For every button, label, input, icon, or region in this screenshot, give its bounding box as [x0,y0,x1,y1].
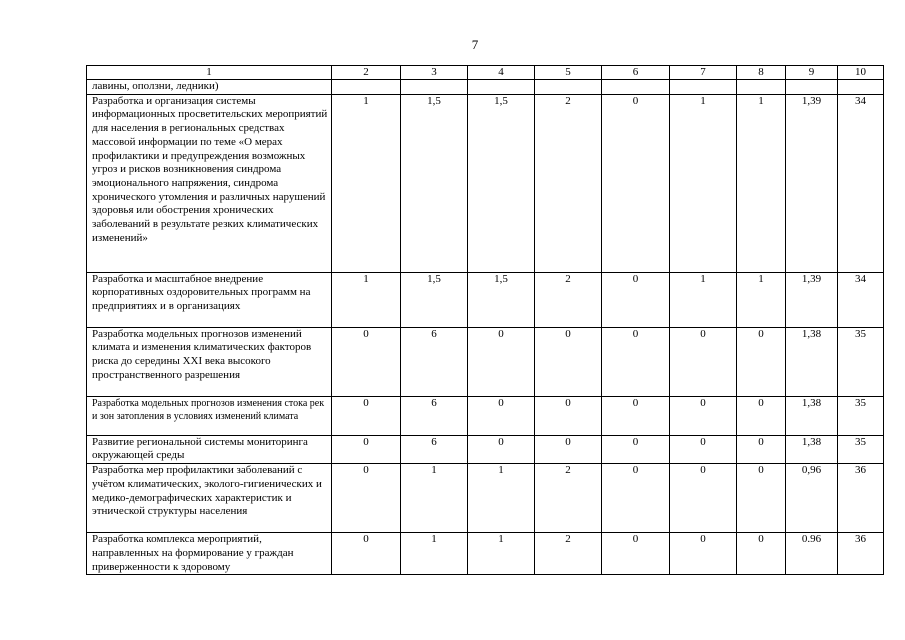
value-cell: 6 [401,327,468,396]
value-cell: 0 [737,327,786,396]
value-cell: 0 [602,94,670,272]
measure-name-cell: Разработка и организация системы информационных просветительских мероприятий для населения в региональных средствах массовой информации по теме «О мерах профилактики и предупреждения возможных угроз и рисков возникновения синдрома эмоционального напряжения, синдрома хронического утомления и различных нарушений здоровья или обострения хронических заболеваний в результате резких климатических изменений» [87,94,332,272]
measure-name-cell: лавины, оползни, ледники) [87,80,332,95]
value-cell: 0 [468,327,535,396]
value-cell: 1,38 [786,435,838,463]
value-cell: 0,96 [786,464,838,533]
value-cell: 0.96 [786,533,838,575]
value-cell: 36 [838,533,884,575]
data-table [86,65,884,575]
value-cell: 0 [670,327,737,396]
header-cell: 6 [602,66,670,80]
table-row [87,80,884,95]
value-cell: 1,38 [786,327,838,396]
value-cell: 0 [332,435,401,463]
table-header-row [87,66,884,80]
value-cell: 0 [468,435,535,463]
value-cell: 34 [838,94,884,272]
table-row [87,327,884,396]
value-cell: 0 [535,396,602,435]
header-cell: 9 [786,66,838,80]
value-cell: 0 [602,435,670,463]
value-cell: 1,38 [786,396,838,435]
header-cell: 3 [401,66,468,80]
table-row [87,272,884,327]
value-cell: 1 [468,533,535,575]
value-cell: 0 [737,464,786,533]
table-row [87,533,884,575]
value-cell: 0 [332,464,401,533]
value-cell [535,80,602,95]
value-cell: 0 [535,327,602,396]
value-cell: 0 [737,533,786,575]
value-cell: 1,39 [786,272,838,327]
header-cell: 7 [670,66,737,80]
measure-name-cell: Развитие региональной системы мониторинга окружающей среды [87,435,332,463]
value-cell: 0 [332,533,401,575]
value-cell: 1,39 [786,94,838,272]
measure-name-cell: Разработка и масштабное внедрение корпоративных оздоровительных программ на предприятиях и в организациях [87,272,332,327]
table-row [87,435,884,463]
value-cell: 36 [838,464,884,533]
value-cell: 6 [401,396,468,435]
value-cell: 1,5 [468,272,535,327]
value-cell: 0 [670,396,737,435]
value-cell [401,80,468,95]
value-cell: 0 [468,396,535,435]
measure-name-cell: Разработка мер профилактики заболеваний с учётом климатических, эколого-гигиенических и медико-демографических характеристик и этнической структуры населения [87,464,332,533]
measure-name-cell: Разработка комплекса мероприятий, направленных на формирование у граждан приверженности к здоровому [87,533,332,575]
value-cell: 0 [670,435,737,463]
value-cell: 2 [535,464,602,533]
value-cell: 0 [602,272,670,327]
value-cell: 0 [737,435,786,463]
value-cell: 1,5 [468,94,535,272]
value-cell: 35 [838,435,884,463]
value-cell [670,80,737,95]
value-cell: 1 [332,272,401,327]
value-cell: 1 [401,533,468,575]
value-cell: 0 [602,464,670,533]
table-row [87,396,884,435]
header-cell: 8 [737,66,786,80]
header-cell: 1 [87,66,332,80]
value-cell: 0 [602,327,670,396]
value-cell: 1,5 [401,272,468,327]
value-cell: 1,5 [401,94,468,272]
value-cell [602,80,670,95]
value-cell [332,80,401,95]
value-cell: 2 [535,272,602,327]
header-cell: 10 [838,66,884,80]
value-cell: 2 [535,533,602,575]
value-cell: 1 [468,464,535,533]
table-row [87,94,884,272]
value-cell: 0 [332,396,401,435]
header-cell: 5 [535,66,602,80]
value-cell: 0 [535,435,602,463]
value-cell: 1 [670,94,737,272]
value-cell: 1 [332,94,401,272]
value-cell [786,80,838,95]
value-cell: 1 [737,272,786,327]
value-cell: 34 [838,272,884,327]
header-cell: 2 [332,66,401,80]
value-cell [468,80,535,95]
header-cell: 4 [468,66,535,80]
value-cell: 0 [602,396,670,435]
value-cell: 0 [332,327,401,396]
value-cell: 6 [401,435,468,463]
value-cell [838,80,884,95]
value-cell: 1 [401,464,468,533]
value-cell: 1 [737,94,786,272]
value-cell: 0 [737,396,786,435]
value-cell: 1 [670,272,737,327]
value-cell: 35 [838,396,884,435]
value-cell: 0 [602,533,670,575]
table-row [87,464,884,533]
value-cell: 0 [670,533,737,575]
measure-name-cell: Разработка модельных прогнозов изменения стока рек и зон затопления в условиях изменений климата [87,396,332,435]
value-cell: 2 [535,94,602,272]
value-cell: 0 [670,464,737,533]
value-cell: 35 [838,327,884,396]
page-number: 7 [471,37,479,52]
measure-name-cell: Разработка модельных прогнозов изменений климата и изменения климатических факторов риска до середины XXI века высокого пространственного разрешения [87,327,332,396]
value-cell [737,80,786,95]
